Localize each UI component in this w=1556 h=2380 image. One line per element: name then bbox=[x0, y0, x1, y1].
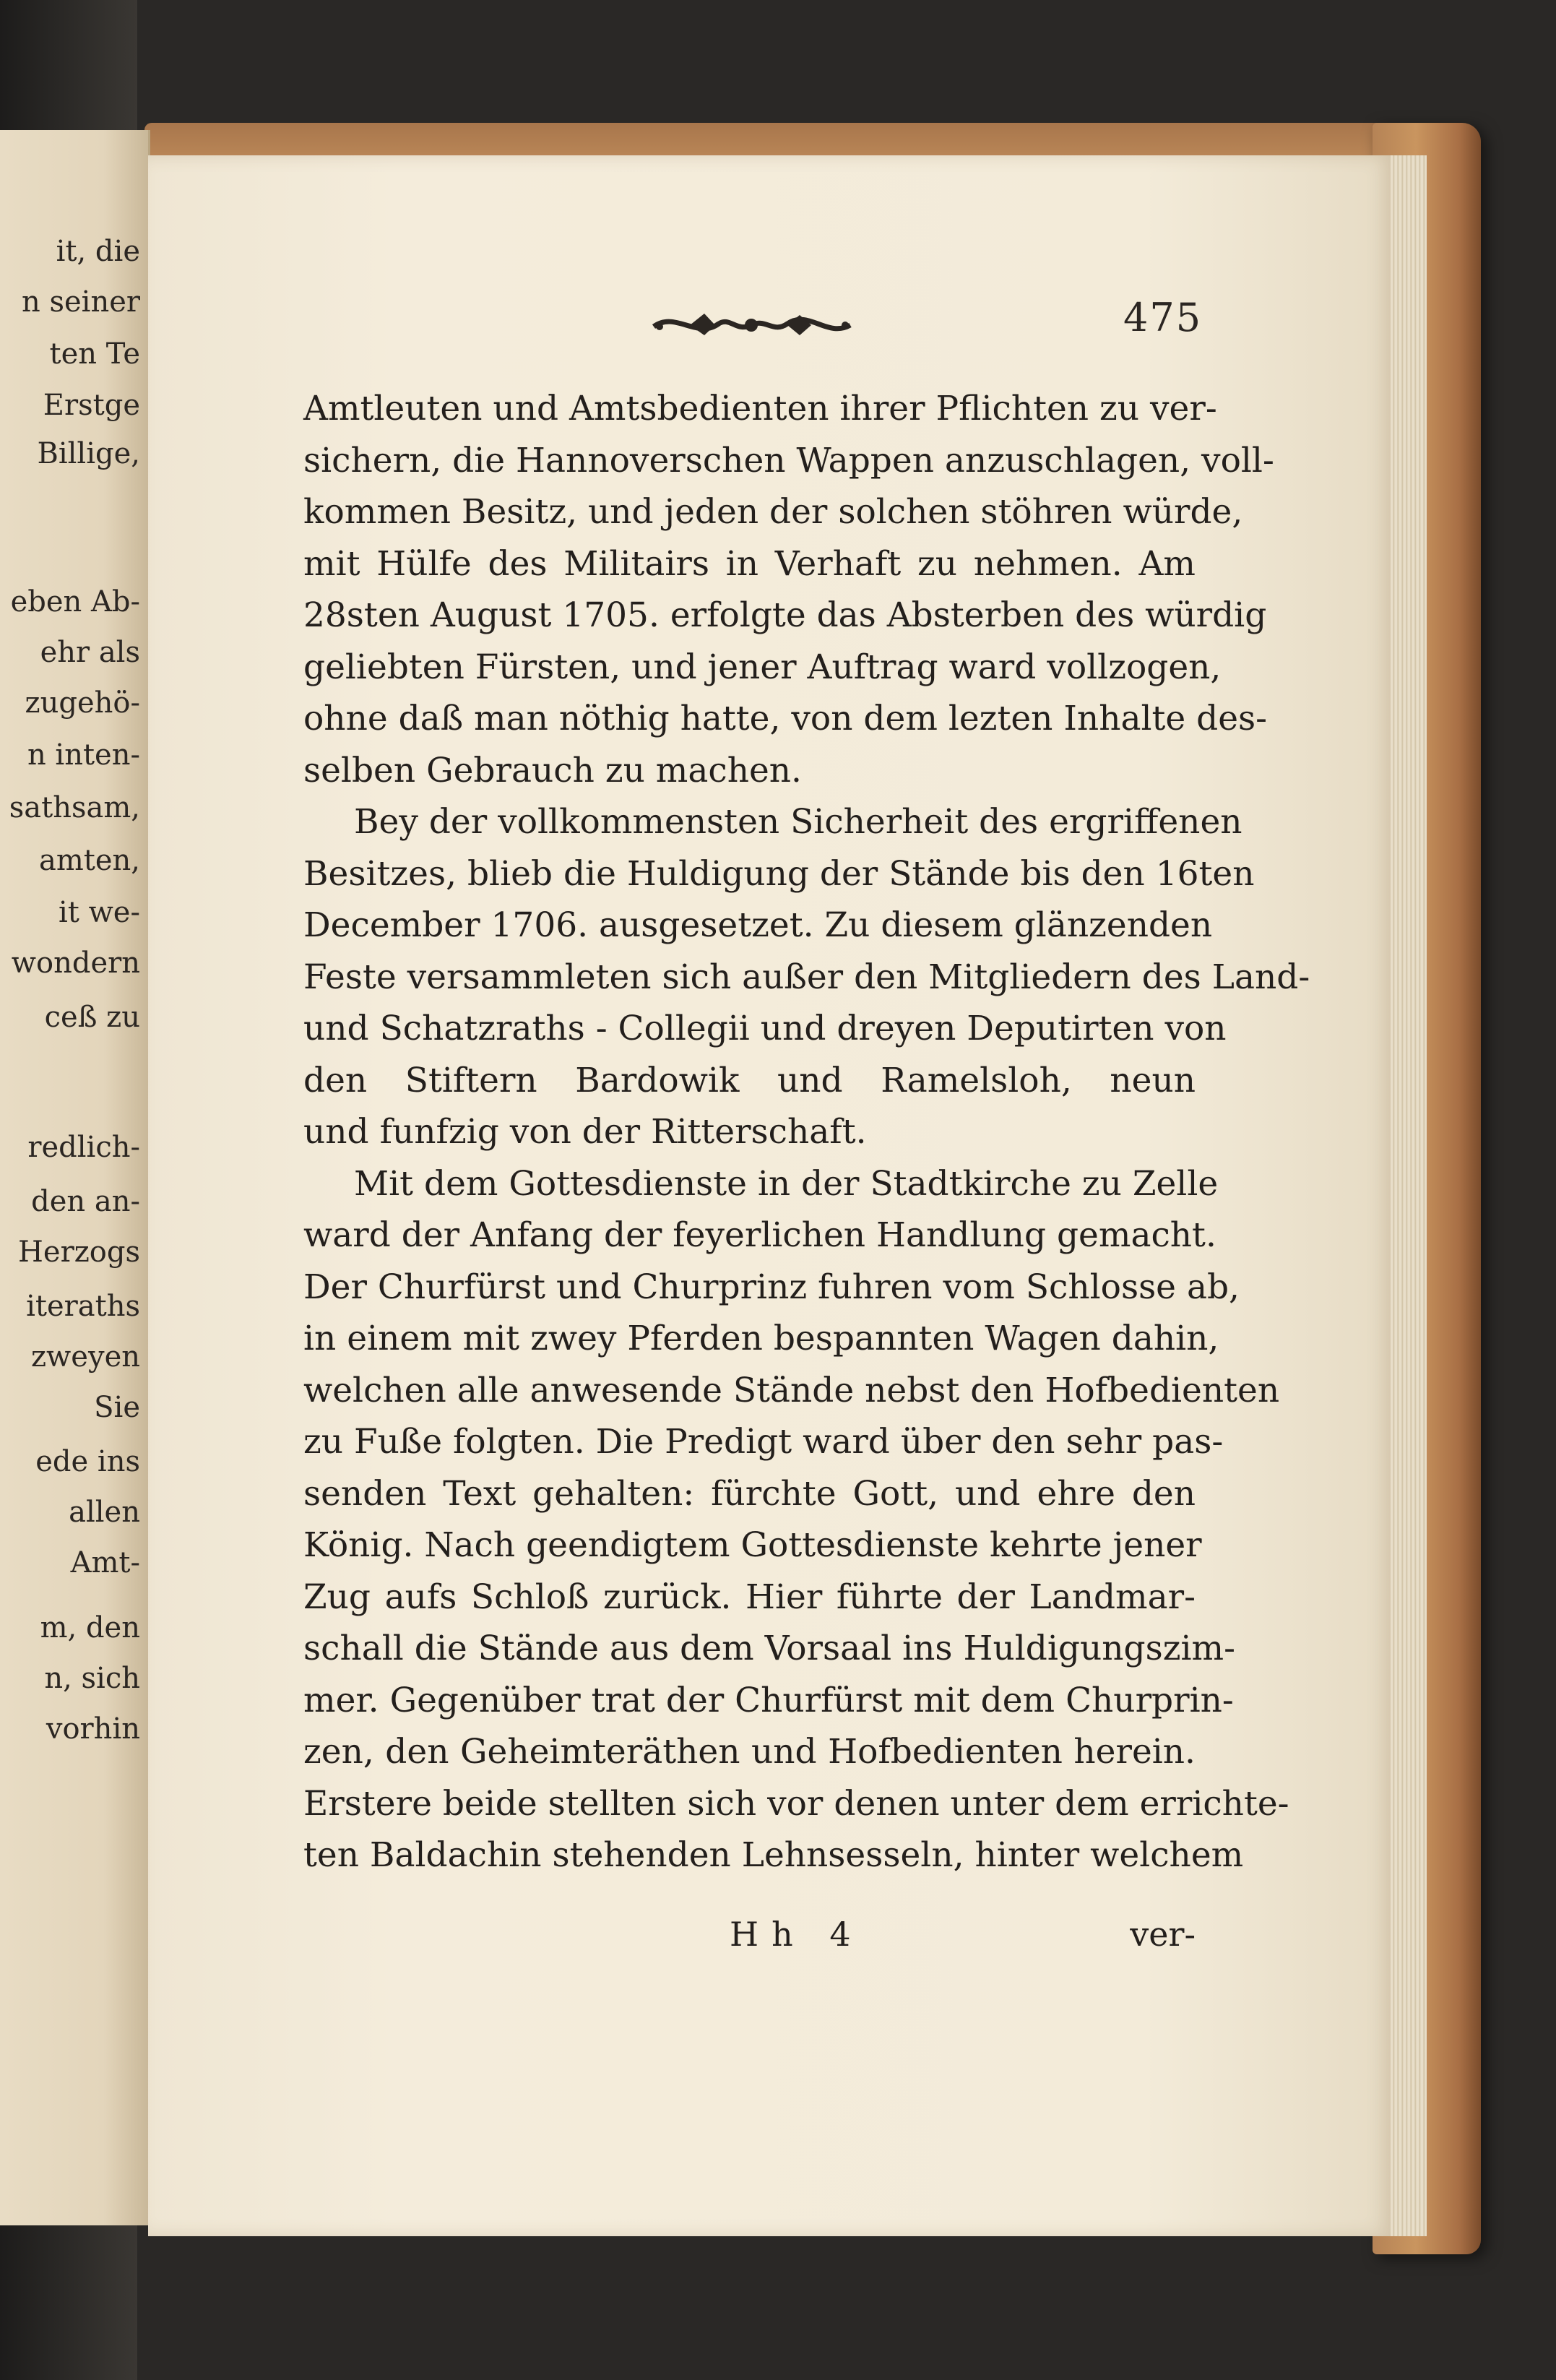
text-line: Amtleuten und Amtsbedienten ihrer Pflichten zu ver- bbox=[303, 389, 1217, 428]
text-line: König. Nach geendigtem Gottesdienste kehrte jener bbox=[303, 1525, 1202, 1565]
left-facing-page bbox=[0, 130, 150, 2225]
text-line: sichern, die Hannoverschen Wappen anzuschlagen, voll- bbox=[303, 440, 1274, 480]
left-page-fragment: den an- bbox=[31, 1185, 140, 1218]
left-page-fragment: zweyen bbox=[30, 1340, 140, 1374]
text-line: mer. Gegenüber trat der Churfürst mit dem Churprin- bbox=[303, 1680, 1234, 1720]
text-line: Erstere beide stellten sich vor denen unter dem errichte- bbox=[303, 1783, 1289, 1824]
text-line: ohne daß man nöthig hatte, von dem lezten Inhalte des- bbox=[303, 699, 1268, 738]
text-line: mit Hülfe des Militairs in Verhaft zu nehmen. Am bbox=[303, 543, 1196, 584]
signature-mark: Hh 4 bbox=[730, 1915, 864, 1954]
left-page-fragment: eben Ab- bbox=[10, 585, 140, 618]
left-page-fragment: ten Te bbox=[49, 337, 140, 371]
left-page-fragment: redlich- bbox=[27, 1131, 140, 1164]
text-line: Besitzes, blieb die Huldigung der Stände bis den 16ten bbox=[303, 853, 1255, 894]
text-line: und funfzig von der Ritterschaft. bbox=[303, 1112, 867, 1152]
left-page-fragment: Sie bbox=[94, 1391, 140, 1424]
catchword: ver- bbox=[1130, 1915, 1196, 1954]
text-line: geliebten Fürsten, und jener Auftrag ward vollzogen, bbox=[303, 647, 1222, 687]
left-page-fragment: amten, bbox=[39, 844, 140, 877]
left-page-fragment: Amt- bbox=[70, 1546, 140, 1579]
left-page-fragment: ceß zu bbox=[44, 1001, 140, 1034]
page-footer bbox=[303, 1915, 1196, 1965]
left-page-fragment: it, die bbox=[56, 235, 140, 268]
body-text bbox=[303, 383, 1310, 1881]
text-line: zen, den Geheimteräthen und Hofbedienten herein. bbox=[303, 1732, 1196, 1772]
text-line: Feste versammleten sich außer den Mitgliedern des Land- bbox=[303, 957, 1310, 997]
text-line: kommen Besitz, und jeden der solchen stöhren würde, bbox=[303, 492, 1243, 532]
text-line: selben Gebrauch zu machen. bbox=[303, 750, 802, 790]
left-page-fragment: allen bbox=[69, 1496, 140, 1529]
left-page-fragment: vorhin bbox=[46, 1712, 140, 1746]
left-page-fragment: sathsam, bbox=[9, 791, 140, 824]
text-line: in einem mit zwey Pferden bespannten Wagen dahin, bbox=[303, 1319, 1219, 1358]
text-line: den Stiftern Bardowik und Ramelsloh, neun bbox=[303, 1060, 1196, 1100]
left-page-fragment: iteraths bbox=[26, 1290, 140, 1323]
left-page-fragment: m, den bbox=[40, 1611, 140, 1644]
text-line: schall die Stände aus dem Vorsaal ins Huldigungszim- bbox=[303, 1629, 1235, 1668]
text-line: December 1706. ausgesetzet. Zu diesem glänzenden bbox=[303, 905, 1213, 945]
text-line: ten Baldachin stehenden Lehnsesseln, hinter welchem bbox=[303, 1835, 1244, 1875]
left-page-fragment: Erstge bbox=[43, 389, 140, 422]
left-page-fragment: wondern bbox=[11, 947, 140, 980]
left-page-fragment: zugehö- bbox=[25, 686, 140, 720]
left-page-fragment: n seiner bbox=[21, 285, 140, 319]
text-line: ward der Anfang der feyerlichen Handlung gemacht. bbox=[303, 1215, 1216, 1255]
text-line: welchen alle anwesende Stände nebst den Hofbedienten bbox=[303, 1370, 1280, 1410]
text-line: und Schatzraths - Collegii und dreyen Deputirten von bbox=[303, 1009, 1227, 1048]
left-page-fragment: n, sich bbox=[44, 1662, 140, 1695]
text-line: Zug aufs Schloß zurück. Hier führte der Landmar- bbox=[303, 1577, 1196, 1617]
text-line: Bey der vollkommensten Sicherheit des ergriffenen bbox=[354, 802, 1242, 842]
left-page-fragment: Herzogs bbox=[18, 1236, 140, 1269]
left-page-fragment: it we- bbox=[58, 896, 140, 929]
text-line: 28sten August 1705. erfolgte das Absterben des würdig bbox=[303, 595, 1267, 635]
text-line: Mit dem Gottesdienste in der Stadtkirche zu Zelle bbox=[354, 1163, 1219, 1204]
left-page-fragment: Billige, bbox=[37, 437, 140, 470]
ornament-icon bbox=[647, 303, 856, 347]
text-line: senden Text gehalten: fürchte Gott, und ehre den bbox=[303, 1473, 1196, 1514]
text-line: Der Churfürst und Churprinz fuhren vom Schlosse ab, bbox=[303, 1267, 1240, 1307]
page-number: 475 bbox=[1123, 295, 1203, 340]
page-edges bbox=[1391, 155, 1427, 2236]
left-page-fragment: ede ins bbox=[35, 1445, 140, 1478]
left-page-fragment: ehr als bbox=[40, 636, 140, 669]
left-page-fragment: n inten- bbox=[27, 738, 140, 772]
text-line: zu Fuße folgten. Die Predigt ward über den sehr pas- bbox=[303, 1422, 1224, 1462]
